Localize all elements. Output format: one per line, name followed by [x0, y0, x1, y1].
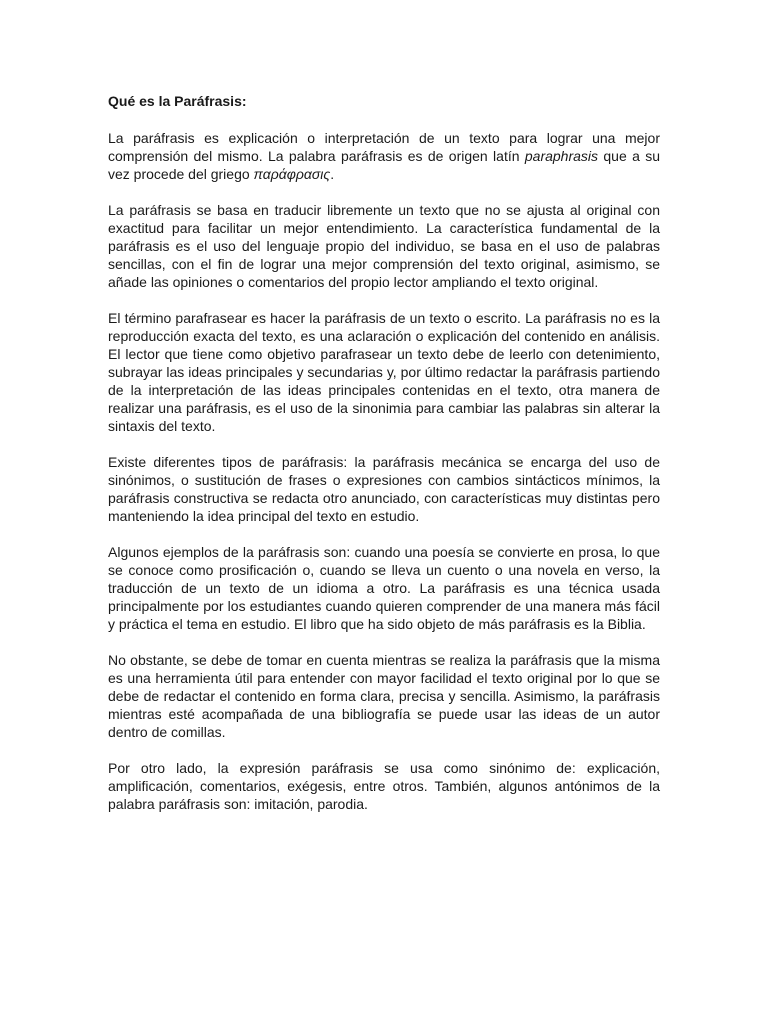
latin-term: paraphrasis: [524, 148, 599, 164]
paragraph-definition-text: La paráfrasis es explicación o interpretación de un texto para lograr una mejor comprensión del mismo. La palabra paráfrasis es de origen latín: [108, 130, 660, 164]
paragraph-parafrasear: El término parafrasear es hacer la paráfrasis de un texto o escrito. La paráfrasis no es la reproducción exacta del texto, es una aclaración o explicación del contenido en análisis. El lector que tiene como objetivo parafrasear un texto debe de leerlo con detenimiento, subrayar las ideas principales y secundarias y, por último redactar la paráfrasis partiendo de la interpretación de las ideas principales contenidas en el texto, otra manera de realizar una paráfrasis, es el uso de la sinonimia para cambiar las palabras sin alterar la sintaxis del texto.: [108, 310, 660, 434]
paragraph-synonyms: Por otro lado, la expresión paráfrasis se usa como sinónimo de: explicación, amplificación, comentarios, exégesis, entre otros. También, algunos antónimos de la palabra paráfrasis son: imitación, parodia.: [108, 760, 660, 812]
paragraph-examples: Algunos ejemplos de la paráfrasis son: cuando una poesía se convierte en prosa, lo que se conoce como prosificación o, cuando se lleva un cuento o una novela en verso, la traducción de un texto de un idioma a otro. La paráfrasis es una técnica usada principalmente por los estudiantes cuando quieren comprender de una manera más fácil y práctica el tema en estudio. El libro que ha sido objeto de más paráfrasis es la Biblia.: [108, 544, 660, 632]
paragraph-definition-middle: que a su vez procede del griego: [108, 148, 660, 182]
document-page: [108, 92, 660, 831]
paragraph-definition-end: .: [330, 166, 335, 182]
paragraph-types: Existe diferentes tipos de paráfrasis: la paráfrasis mecánica se encarga del uso de sinónimos, o sustitución de frases o expresiones con cambios sintácticos mínimos, la paráfrasis constructiva se redacta otro anunciado, con características muy distintas pero manteniendo la idea principal del texto en estudio.: [108, 454, 660, 524]
paragraph-basis: La paráfrasis se basa en traducir libremente un texto que no se ajusta al original con exactitud para facilitar un mejor entendimiento. La característica fundamental de la paráfrasis es el uso del lenguaje propio del individuo, se basa en el uso de palabras sencillas, con el fin de lograr una mejor comprensión del texto original, asimismo, se añade las opiniones o comentarios del propio lector ampliando el texto original.: [108, 202, 660, 290]
greek-term: παράφρασις: [253, 166, 331, 182]
paragraph-considerations: No obstante, se debe de tomar en cuenta mientras se realiza la paráfrasis que la misma es una herramienta útil para entender con mayor facilidad el texto original por lo que se debe de redactar el contenido en forma clara, precisa y sencilla. Asimismo, la paráfrasis mientras esté acompañada de una bibliografía se puede usar las ideas de un autor dentro de comillas.: [108, 652, 660, 740]
document-title: Qué es la Paráfrasis:: [108, 93, 247, 109]
paragraph-definition: [108, 129, 660, 183]
